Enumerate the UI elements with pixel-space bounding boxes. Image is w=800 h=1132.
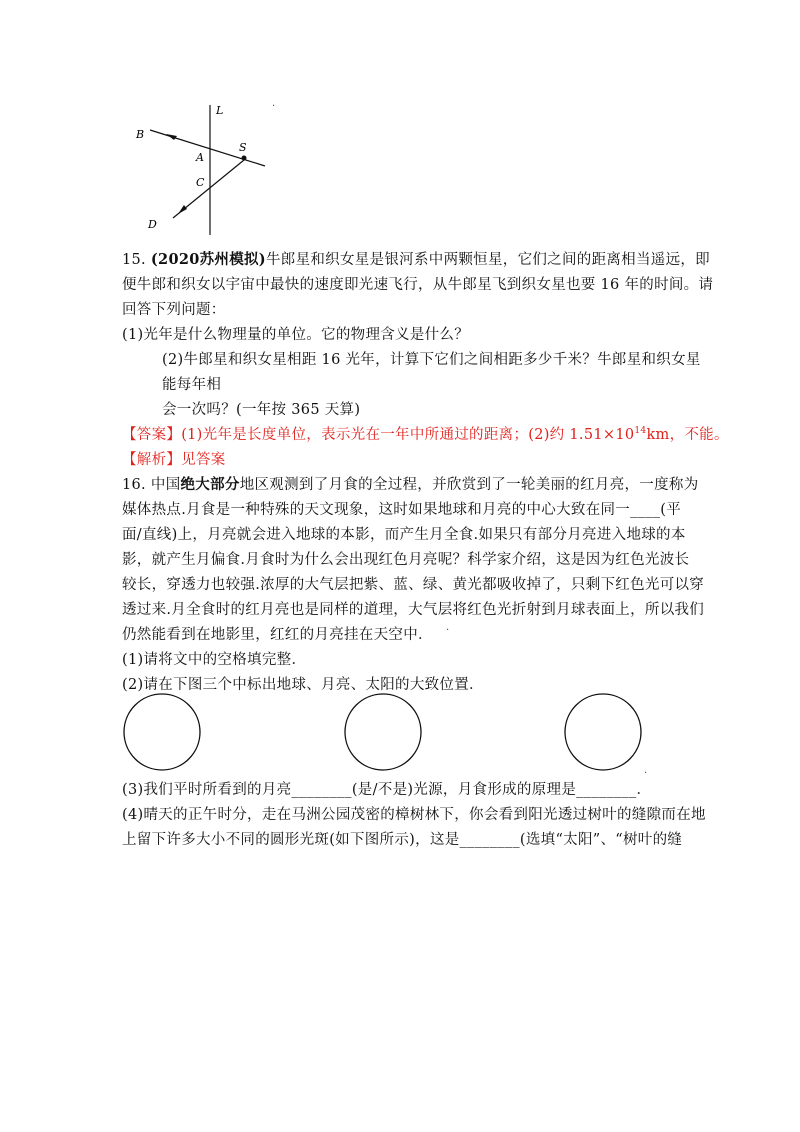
label-c: C	[196, 176, 205, 189]
q15-source: (2020苏州模拟)	[150, 251, 266, 268]
reflection-diagram	[128, 100, 288, 240]
answer-tag: 【答案】	[122, 427, 182, 443]
stray-dot: .	[272, 98, 276, 109]
q16-sub4b: 上留下许多大小不同的圆形光斑(如下图所示)，这是________(选填“太阳”、“树叶的缝	[122, 832, 683, 848]
stray-dot-2: .	[446, 622, 450, 633]
q16-line4: 影，就产生月偏食.月食时为什么会出现红色月亮呢？科学家介绍，这是因为红色光波长	[122, 552, 690, 568]
q16-line2: 媒体热点.月食是一种特殊的天文现象，这时如果地球和月亮的中心大致在同一____(平	[122, 502, 682, 518]
q16-sub4a: (4)晴天的正午时分，走在马洲公园茂密的樟树林下，你会看到阳光透过树叶的缝隙而在地	[122, 807, 706, 823]
circle-1	[124, 694, 200, 770]
q16-sub2: (2)请在下图三个中标出地球、月亮、太阳的大致位置．	[122, 677, 484, 693]
label-d: D	[148, 218, 157, 231]
q16-line3: 面/直线)上，月亮就会进入地球的本影，而产生月全食.如果只有部分月亮进入地球的本	[122, 527, 686, 543]
circle-2	[345, 694, 421, 770]
answer-exponent: 14	[634, 426, 647, 437]
q15-answer	[122, 425, 729, 445]
label-b: B	[136, 128, 145, 141]
q16-line5: 较长，穿透力也较强.浓厚的大气层把紫、蓝、绿、黄光都吸收掉了，只剩下红色光可以穿	[122, 577, 705, 593]
label-s: S	[239, 141, 247, 154]
q15-text1: 牛郎星和织女星是银河系中两颗恒星，它们之间的距离相当遥远，即	[265, 252, 710, 268]
q15-line3: 回答下列问题：	[122, 302, 226, 318]
q16-text-post: 地区观测到了月食的全过程，并欣赏到了一轮美丽的红月亮，一度称为	[239, 477, 699, 493]
q16-text-pre: 中国	[150, 477, 181, 493]
answer-text: (1)光年是长度单位，表示光在一年中所通过的距离；(2)约 1.51×10	[181, 427, 635, 443]
q15-analysis	[122, 450, 687, 470]
label-a: A	[196, 151, 204, 164]
q15-sub2a: (2)牛郎星和织女星相距 16 光年，计算下它们之间相距多少千米？牛郎星和织女星	[162, 352, 701, 368]
analysis-text: 见答案	[181, 452, 226, 468]
q16-number: 16.	[122, 477, 146, 493]
label-l: L	[216, 104, 224, 117]
three-circles	[120, 692, 660, 782]
q15-sub1: (1)光年是什么物理量的单位。它的物理含义是什么？	[122, 327, 470, 343]
ray-bs	[150, 130, 265, 166]
q16-line7: 仍然能看到在地影里，红红的月亮挂在天空中．	[122, 627, 433, 643]
q15-sub2b: 能每年相	[162, 377, 222, 393]
q16-sub1: (1)请将文中的空格填完整．	[122, 652, 307, 668]
q16-sub3: (3)我们平时所看到的月亮________(是/不是)光源，月食形成的原理是________．	[122, 782, 652, 798]
q16-line6: 透过来.月全食时的红月亮也是同样的道理，大气层将红色光折射到月球表面上，所以我们	[122, 602, 705, 618]
q15-number: 15.	[122, 252, 146, 268]
circle-3	[565, 694, 641, 770]
point-s	[242, 156, 247, 161]
arrow-b	[166, 134, 177, 140]
q15-line1	[122, 250, 710, 270]
q16-text-bold: 绝大部分	[180, 476, 240, 493]
arrow-d	[178, 205, 187, 214]
analysis-tag: 【解析】	[122, 452, 182, 468]
answer-text-end: km，不能。	[646, 427, 729, 443]
stray-dot-3: .	[644, 765, 648, 776]
q16-line1	[122, 475, 699, 495]
q15-line2: 便牛郎和织女以宇宙中最快的速度即光速飞行，从牛郎星飞到织女星也要 16 年的时间。请	[122, 277, 714, 293]
q15-sub2c: 会一次吗？(一年按 365 天算)	[162, 402, 361, 418]
